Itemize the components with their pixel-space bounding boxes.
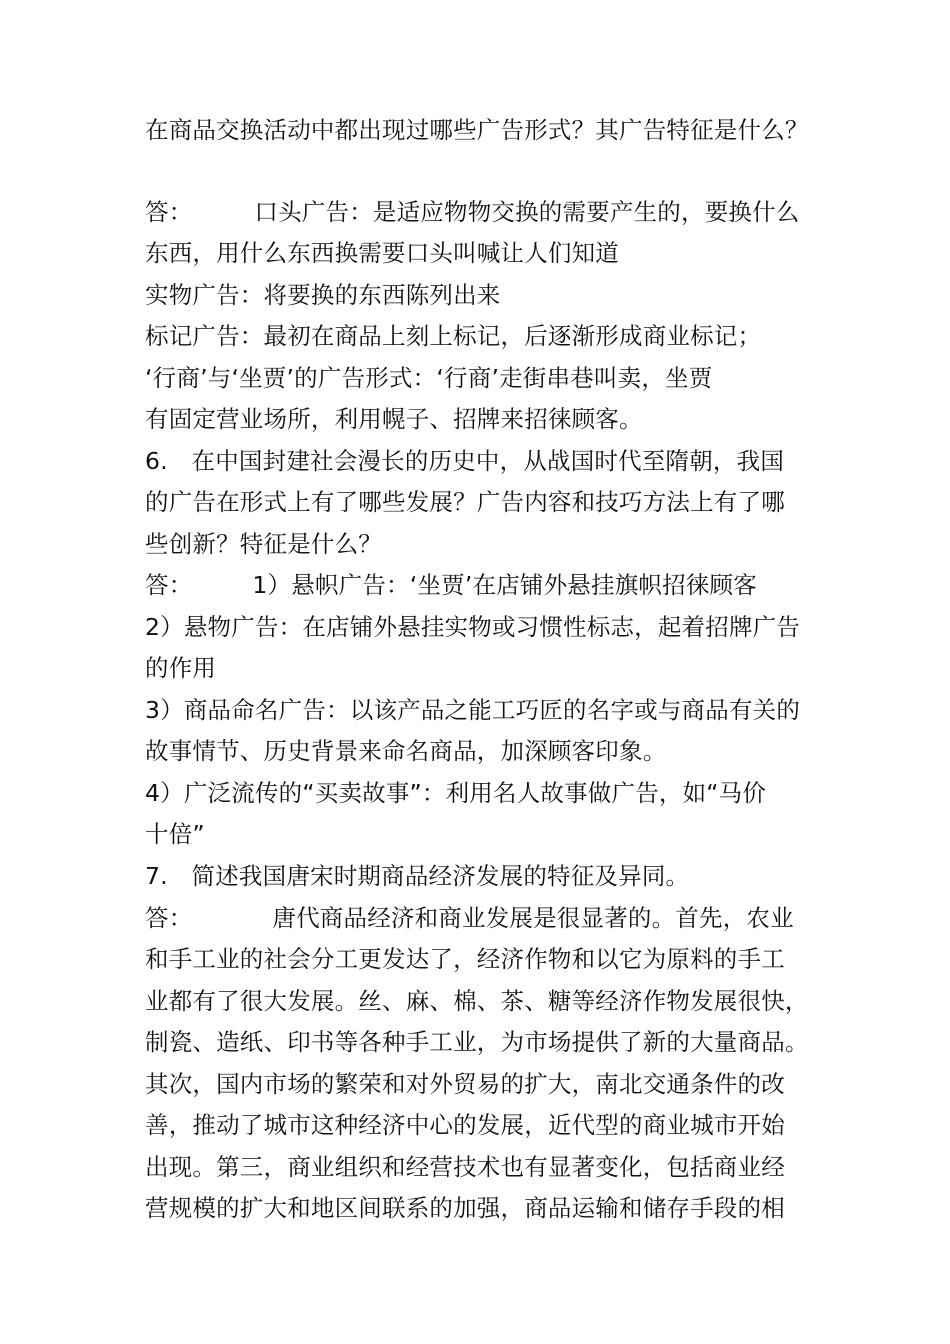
question-text: 的广告在形式上有了哪些发展？广告内容和技巧方法上有了哪: [145, 488, 785, 516]
answer-text: 1）悬帜广告：‘坐贾’在店铺外悬挂旗帜招徕顾客: [252, 571, 757, 599]
question-text: 在商品交换活动中都出现过哪些广告形式？其广告特征是什么？: [145, 116, 809, 144]
text-line: ‘行商’与‘坐贾’的广告形式：‘行商’走街串巷叫卖，坐贾: [145, 364, 713, 392]
answer-line: [145, 196, 800, 228]
answer-label: 答：: [145, 904, 193, 932]
text-line: 标记广告：最初在商品上刻上标记，后逐渐形成商业标记；: [145, 322, 762, 350]
text-line: 3）商品命名广告：以该产品之能工巧匠的名字或与商品有关的: [145, 696, 801, 724]
question-text: 7. 简述我国唐宋时期商品经济发展的特征及异同。: [145, 862, 690, 890]
answer-line: [145, 902, 794, 934]
text-line: 的作用: [145, 654, 217, 682]
text-line: 实物广告：将要换的东西陈列出来: [145, 281, 501, 309]
text-line: 2）悬物广告：在店铺外悬挂实物或习惯性标志，起着招牌广告: [145, 613, 801, 641]
text-line: 出现。第三，商业组织和经营技术也有显著变化，包括商业经: [145, 1153, 785, 1181]
question-text: 6. 在中国封建社会漫长的历史中，从战国时代至隋朝，我国: [145, 447, 785, 475]
text-line: 东西，用什么东西换需要口头叫喊让人们知道: [145, 239, 619, 267]
text-line: 和手工业的社会分工更发达了，经济作物和以它为原料的手工: [145, 945, 785, 973]
answer-label: 答：: [145, 198, 193, 226]
text-line: 4）广泛流传的“买卖故事”：利用名人故事做广告，如“马价: [145, 779, 767, 807]
text-line: 制瓷、造纸、印书等各种手工业，为市场提供了新的大量商品。: [145, 1028, 809, 1056]
answer-text: 唐代商品经济和商业发展是很显著的。首先，农业: [272, 904, 794, 932]
question-text: 些创新？特征是什么？: [145, 530, 382, 558]
text-line: 十倍”: [145, 820, 205, 848]
text-line: 业都有了很大发展。丝、麻、棉、茶、糖等经济作物发展很快，: [145, 987, 809, 1015]
text-line: 故事情节、历史背景来命名商品，加深顾客印象。: [145, 737, 667, 765]
text-line: 有固定营业场所，利用幌子、招牌来招徕顾客。: [145, 405, 643, 433]
text-line: 其次，国内市场的繁荣和对外贸易的扩大，南北交通条件的改: [145, 1070, 785, 1098]
answer-line: [145, 569, 757, 601]
text-line: 营规模的扩大和地区间联系的加强，商品运输和储存手段的相: [145, 1194, 785, 1222]
text-line: 善，推动了城市这种经济中心的发展，近代型的商业城市开始: [145, 1111, 785, 1139]
answer-text: 口头广告：是适应物物交换的需要产生的，要换什么: [254, 198, 800, 226]
answer-label: 答：: [145, 571, 193, 599]
